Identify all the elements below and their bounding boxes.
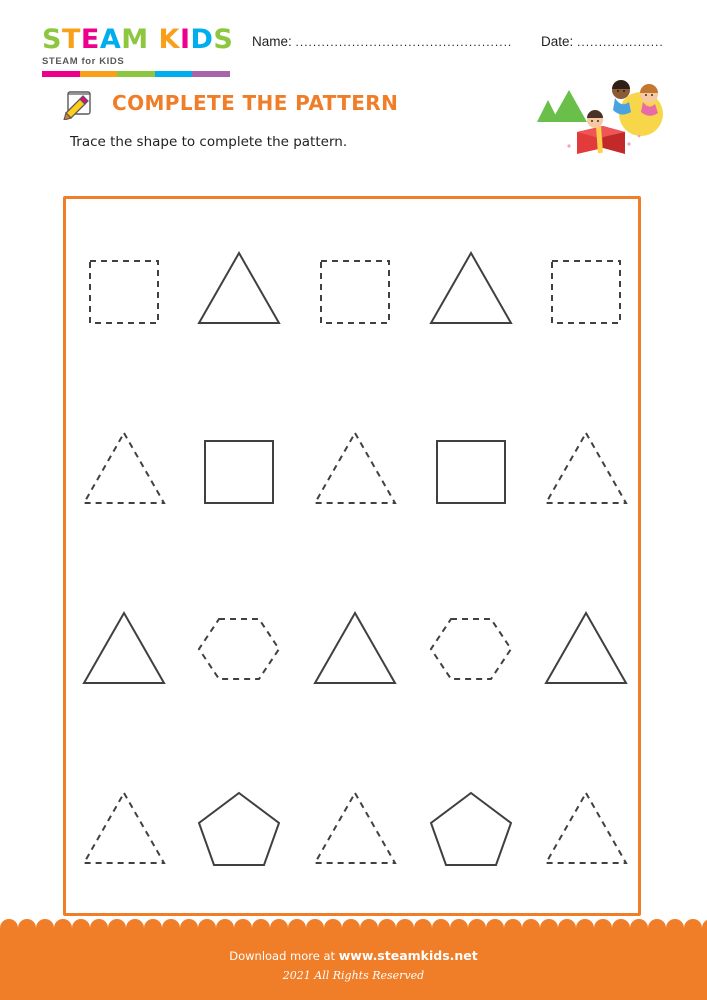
pencil-icon — [60, 86, 100, 120]
name-label: Name: — [252, 34, 292, 49]
shape-cell-1-3[interactable] — [413, 379, 529, 559]
solid-triangle-icon — [191, 239, 287, 340]
scallop-dot — [234, 919, 252, 937]
scallop-dot — [162, 919, 180, 937]
traceable-square-icon[interactable] — [76, 239, 172, 340]
scallop-dot — [360, 919, 378, 937]
shape-cell-2-0[interactable] — [66, 559, 182, 739]
scallop-dot — [180, 919, 198, 937]
traceable-square-icon[interactable] — [307, 239, 403, 340]
scallop-dot — [378, 919, 396, 937]
shape-cell-2-1[interactable] — [182, 559, 298, 739]
scallop-dot — [468, 919, 486, 937]
brand-bar-3 — [155, 71, 193, 77]
brand-bar-1 — [80, 71, 118, 77]
shape-cell-0-0[interactable] — [66, 199, 182, 379]
solid-square-icon — [191, 419, 287, 520]
scallop-dot — [684, 919, 702, 937]
scallop-dot — [432, 919, 450, 937]
kids-illustration — [529, 70, 669, 156]
traceable-hexagon-icon[interactable] — [423, 599, 519, 700]
scallop-dot — [108, 919, 126, 937]
scallop-dot — [414, 919, 432, 937]
shape-cell-1-2[interactable] — [297, 379, 413, 559]
scallop-dot — [288, 919, 306, 937]
footer-download-row — [0, 948, 707, 963]
solid-triangle-icon — [307, 599, 403, 700]
scallop-dot — [342, 919, 360, 937]
brand-title — [42, 26, 242, 53]
scallop-dot — [198, 919, 216, 937]
page-footer — [0, 928, 707, 1000]
shape-cell-1-4[interactable] — [528, 379, 644, 559]
scallop-dot — [144, 919, 162, 937]
scallop-dot — [486, 919, 504, 937]
traceable-hexagon-icon[interactable] — [191, 599, 287, 700]
traceable-square-icon[interactable] — [538, 239, 634, 340]
shape-cell-0-4[interactable] — [528, 199, 644, 379]
scallop-dot — [702, 919, 707, 937]
scallop-dot — [630, 919, 648, 937]
shape-cell-0-1[interactable] — [182, 199, 298, 379]
brand-title-letter-8: D — [190, 24, 214, 55]
brand-logo — [42, 26, 242, 77]
scallop-dot — [612, 919, 630, 937]
scallop-dot — [450, 919, 468, 937]
name-input-line[interactable]: .................................................. — [295, 35, 513, 49]
traceable-triangle-icon[interactable] — [307, 419, 403, 520]
scallop-dot — [396, 919, 414, 937]
solid-triangle-icon — [76, 599, 172, 700]
scallop-dot — [324, 919, 342, 937]
scallop-dot — [594, 919, 612, 937]
shape-cell-3-3[interactable] — [413, 739, 529, 919]
brand-title-letter-3: A — [99, 24, 122, 55]
shape-cell-1-0[interactable] — [66, 379, 182, 559]
brand-title-letter-1: T — [61, 24, 81, 55]
scallop-dot — [558, 919, 576, 937]
shape-cell-0-3[interactable] — [413, 199, 529, 379]
brand-title-letter-4: M — [121, 24, 149, 55]
instruction-text: Trace the shape to complete the pattern. — [70, 134, 348, 150]
brand-color-bars — [42, 71, 230, 77]
footer-site-link[interactable]: www.steamkids.net — [338, 948, 478, 963]
scallop-dot — [666, 919, 684, 937]
solid-triangle-icon — [538, 599, 634, 700]
solid-pentagon-icon — [423, 779, 519, 880]
date-input-line[interactable]: .................... — [577, 35, 664, 49]
date-field-row — [541, 34, 664, 49]
traceable-triangle-icon[interactable] — [76, 779, 172, 880]
shape-grid — [66, 199, 638, 913]
scallop-dot — [72, 919, 90, 937]
solid-square-icon — [423, 419, 519, 520]
traceable-triangle-icon[interactable] — [76, 419, 172, 520]
scallop-dot — [36, 919, 54, 937]
brand-title-letter-2: E — [80, 24, 100, 55]
brand-title-letter-7: I — [179, 24, 191, 55]
brand-title-letter-5 — [149, 26, 159, 53]
brand-bar-2 — [117, 71, 155, 77]
scallop-dot — [252, 919, 270, 937]
shape-cell-0-2[interactable] — [297, 199, 413, 379]
shape-cell-3-0[interactable] — [66, 739, 182, 919]
shape-cell-2-2[interactable] — [297, 559, 413, 739]
shape-cell-2-3[interactable] — [413, 559, 529, 739]
scallop-dot — [0, 919, 18, 937]
brand-subtitle: STEAM for KIDS — [42, 56, 125, 67]
brand-bar-4 — [192, 71, 230, 77]
brand-bar-0 — [42, 71, 80, 77]
footer-download-text: Download more at — [229, 949, 339, 963]
brand-title-letter-9: S — [213, 24, 234, 55]
solid-pentagon-icon — [191, 779, 287, 880]
scallop-dot — [648, 919, 666, 937]
brand-title-letter-0: S — [42, 24, 62, 55]
date-label: Date: — [541, 34, 574, 49]
brand-title-letter-6: K — [158, 24, 180, 55]
scallop-dot — [90, 919, 108, 937]
traceable-triangle-icon[interactable] — [538, 779, 634, 880]
page-title: COMPLETE THE PATTERN — [112, 91, 399, 115]
worksheet-title-row — [60, 86, 398, 120]
scallop-dot — [270, 919, 288, 937]
scallop-dot — [576, 919, 594, 937]
scallop-dot — [126, 919, 144, 937]
shape-cell-2-4[interactable] — [528, 559, 644, 739]
shape-cell-1-1[interactable] — [182, 379, 298, 559]
scallop-dot — [216, 919, 234, 937]
solid-triangle-icon — [423, 239, 519, 340]
worksheet-frame — [63, 196, 641, 916]
traceable-triangle-icon[interactable] — [538, 419, 634, 520]
scallop-dot — [540, 919, 558, 937]
scallop-dot — [18, 919, 36, 937]
name-field-row — [252, 34, 512, 49]
shape-cell-3-4[interactable] — [528, 739, 644, 919]
shape-cell-3-2[interactable] — [297, 739, 413, 919]
scallop-dot — [306, 919, 324, 937]
scallop-dot — [504, 919, 522, 937]
shape-cell-3-1[interactable] — [182, 739, 298, 919]
footer-copyright: 2021 All Rights Reserved — [282, 969, 425, 982]
scallop-dot — [522, 919, 540, 937]
scallop-edge — [0, 919, 707, 937]
traceable-triangle-icon[interactable] — [307, 779, 403, 880]
scallop-dot — [54, 919, 72, 937]
